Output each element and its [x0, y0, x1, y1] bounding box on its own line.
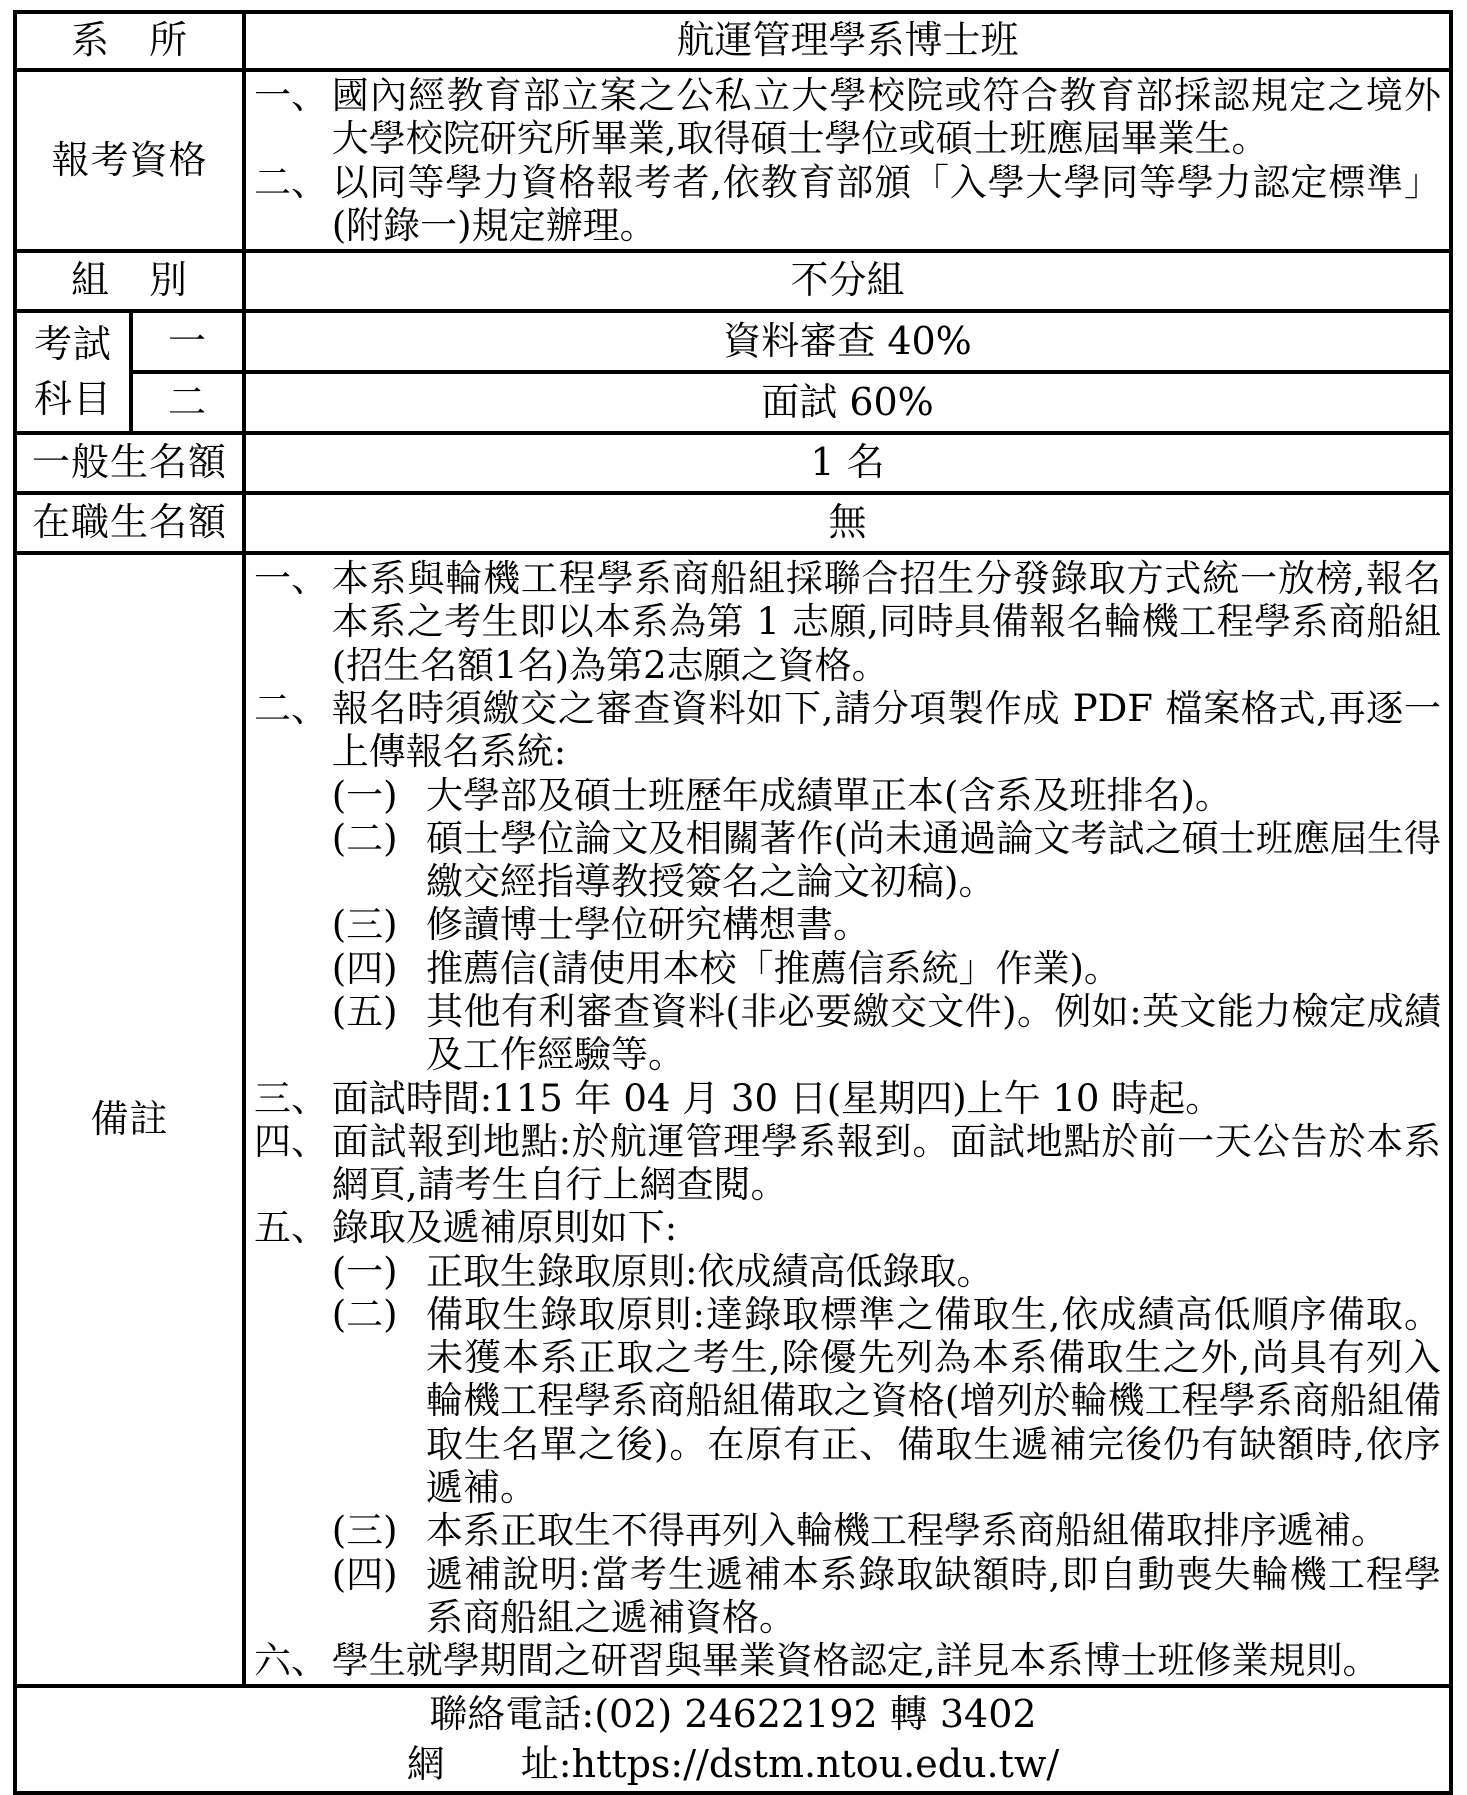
note-item-marker: 二、 — [254, 160, 329, 204]
general-quota-label: 一般生名額 — [15, 433, 244, 493]
note-item-marker: (四) — [331, 946, 398, 990]
remarks-label: 備註 — [15, 553, 244, 1686]
exam-subjects-label — [15, 311, 131, 433]
note-item — [332, 774, 1441, 817]
note-item-marker: (三) — [331, 903, 398, 947]
note-item-marker: (一) — [331, 1249, 398, 1293]
general-quota-value: 1 名 — [244, 433, 1451, 493]
table-row-exam-subject-2 — [15, 372, 1451, 433]
exam-label-line2: 科目 — [33, 377, 112, 422]
note-item — [254, 161, 1441, 248]
note-item-text: 備取生錄取原則:達錄取標準之備取生,依成績高低順序備取。未獲本系正取之考生,除優先列為本系備取生之外,尚具有列入輪機工程學系商船組備取之資格(增列於輪機工程學系商船組備取生名單之後)。在原有正、備取生遞補完後仍有缺額時,依序遞補。 — [426, 1292, 1441, 1510]
note-item-text: 以同等學力資格報考者,依教育部頒「入學大學同等學力認定標準」(附錄一)規定辦理。 — [331, 160, 1441, 247]
table-row-department — [15, 12, 1451, 70]
note-item-marker: (二) — [331, 816, 398, 860]
note-item-text: 學生就學期間之研習與畢業資格認定,詳見本系博士班修業規則。 — [331, 1639, 1380, 1683]
note-item-text: 其他有利審查資料(非必要繳交文件)。例如:英文能力檢定成績及工作經驗等。 — [426, 989, 1441, 1077]
note-item — [254, 1120, 1441, 1207]
note-item-text: 本系與輪機工程學系商船組採聯合招生分發錄取方式統一放榜,報名本系之考生即以本系為第 1 志願,同時具備報名輪機工程學系商船組(招生名額1名)為第2志願之資格。 — [331, 557, 1441, 687]
note-item — [254, 1639, 1441, 1682]
note-item — [332, 1293, 1441, 1509]
note-item-marker: 五、 — [254, 1206, 329, 1250]
remarks-content — [244, 553, 1451, 1686]
note-item-text: 大學部及碩士班歷年成績單正本(含系及班排名)。 — [426, 773, 1232, 817]
note-item-text: 推薦信(請使用本校「推薦信系統」作業)。 — [426, 946, 1121, 990]
note-item-marker: (二) — [331, 1292, 398, 1336]
note-item — [254, 687, 1441, 774]
note-item-text: 國內經教育部立案之公私立大學校院或符合教育部採認規定之境外大學校院研究所畢業,取得碩士學位或碩士班應屆畢業生。 — [331, 74, 1441, 161]
exam-subject-2-marker: 二 — [131, 372, 244, 433]
table-row-inservice-quota — [15, 493, 1451, 553]
note-item — [254, 557, 1441, 687]
note-item-text: 面試時間:115 年 04 月 30 日(星期四)上午 10 時起。 — [331, 1076, 1223, 1120]
note-item-marker: (四) — [331, 1552, 398, 1596]
note-item — [332, 1250, 1441, 1293]
note-item — [254, 1077, 1441, 1120]
contact-section — [15, 1686, 1451, 1793]
note-item-marker: 二、 — [254, 686, 329, 730]
note-item — [332, 903, 1441, 946]
table-row-group — [15, 251, 1451, 311]
note-item-marker: (五) — [331, 989, 398, 1033]
note-item-marker: 一、 — [254, 74, 329, 117]
note-item — [332, 1553, 1441, 1640]
eligibility-label: 報考資格 — [15, 70, 244, 251]
contact-phone-label: 聯絡電話: — [429, 1692, 595, 1737]
note-item-text: 面試報到地點:於航運管理學系報到。面試地點於前一天公告於本系網頁,請考生自行上網查閱。 — [331, 1119, 1441, 1207]
note-item-text: 報名時須繳交之審查資料如下,請分項製作成 PDF 檔案格式,再逐一上傳報名系統: — [331, 686, 1441, 774]
table-row-contact — [15, 1686, 1451, 1793]
department-label: 系 所 — [15, 12, 244, 70]
department-value: 航運管理學系博士班 — [244, 12, 1451, 70]
note-item-text: 正取生錄取原則:依成績高低錄取。 — [426, 1249, 994, 1293]
note-item-marker: (一) — [331, 773, 398, 817]
table-row-eligibility — [15, 70, 1451, 251]
table-row-general-quota — [15, 433, 1451, 493]
table-row-exam-subject-1 — [15, 311, 1451, 372]
note-item — [332, 990, 1441, 1077]
note-item-marker: (三) — [331, 1509, 398, 1553]
inservice-quota-label: 在職生名額 — [15, 493, 244, 553]
note-item — [332, 817, 1441, 904]
note-item-text: 遞補說明:當考生遞補本系錄取缺額時,即自動喪失輪機工程學系商船組之遞補資格。 — [426, 1552, 1441, 1639]
note-item-text: 修讀博士學位研究構想書。 — [426, 903, 871, 947]
exam-subject-2-value: 面試 60% — [244, 372, 1451, 433]
exam-subject-1-marker: 一 — [131, 311, 244, 372]
contact-phone-line — [25, 1690, 1441, 1739]
note-item-text: 本系正取生不得再列入輪機工程學系商船組備取排序遞補。 — [426, 1509, 1389, 1553]
group-value: 不分組 — [244, 251, 1451, 311]
note-item-text: 錄取及遞補原則如下: — [331, 1206, 678, 1250]
inservice-quota-value: 無 — [244, 493, 1451, 553]
note-item — [332, 1509, 1441, 1552]
eligibility-content — [244, 70, 1451, 251]
note-item-marker: 一、 — [254, 557, 329, 601]
note-item — [332, 947, 1441, 990]
contact-phone-value: (02) 24622192 轉 3402 — [594, 1692, 1037, 1737]
note-item-text: 碩士學位論文及相關著作(尚未通過論文考試之碩士班應屆生得繳交經指導教授簽名之論文初稿)。 — [426, 816, 1441, 904]
note-item-marker: 六、 — [254, 1639, 329, 1683]
exam-label-line1: 考試 — [33, 322, 112, 367]
note-item — [254, 74, 1441, 161]
group-label: 組 別 — [15, 251, 244, 311]
exam-subject-1-value: 資料審查 40% — [244, 311, 1451, 372]
table-row-remarks — [15, 553, 1451, 1686]
note-item-marker: 四、 — [254, 1119, 329, 1163]
contact-web-label: 網 址: — [406, 1741, 572, 1786]
note-item-marker: 三、 — [254, 1076, 329, 1120]
admission-table — [13, 10, 1453, 1795]
contact-web-url: https://dstm.ntou.edu.tw/ — [571, 1741, 1060, 1786]
note-item — [254, 1206, 1441, 1249]
